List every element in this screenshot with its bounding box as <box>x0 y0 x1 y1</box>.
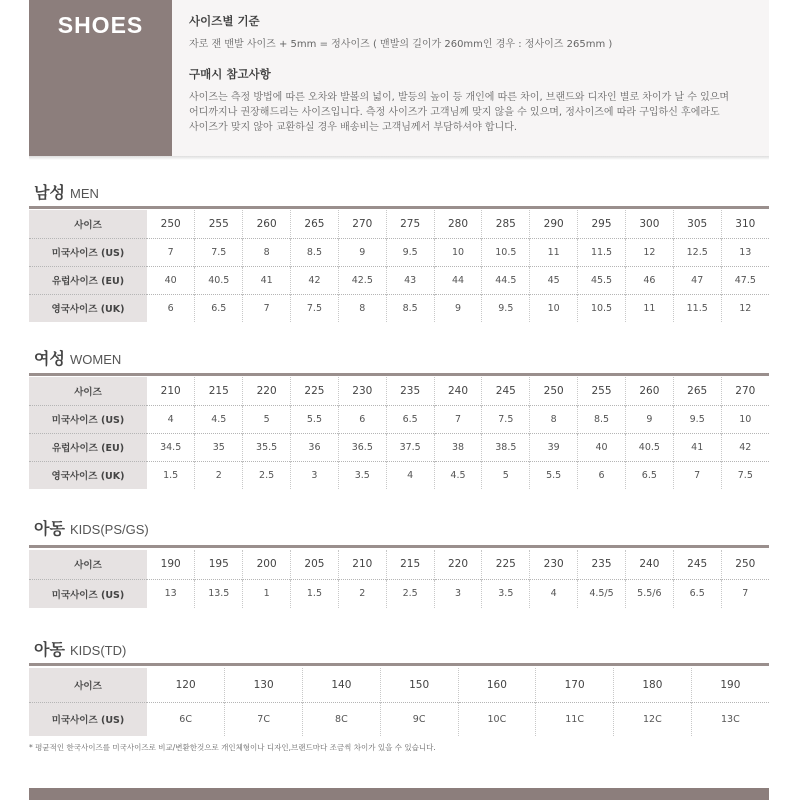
table-cell: 35 <box>195 433 243 461</box>
table-cell: 41 <box>243 266 291 294</box>
table-cell: 1.5 <box>291 579 339 608</box>
table-cell: 34.5 <box>147 433 195 461</box>
table-cell: 255 <box>195 210 243 238</box>
table-row <box>29 461 769 489</box>
table-cell: 245 <box>482 377 530 405</box>
table-cell: 5.5 <box>530 461 578 489</box>
notes-title: 구매시 참고사항 <box>189 67 271 81</box>
table-cell: 245 <box>673 550 721 579</box>
men-size-table <box>29 210 769 322</box>
table-cell: 2 <box>195 461 243 489</box>
table-cell: 9 <box>625 405 673 433</box>
row-label: 미국사이즈 (US) <box>29 238 147 266</box>
table-cell: 215 <box>195 377 243 405</box>
women-title-ko: 여성 <box>34 349 65 368</box>
table-cell: 230 <box>530 550 578 579</box>
women-size-table <box>29 377 769 489</box>
table-cell: 10C <box>458 702 536 736</box>
table-cell: 10.5 <box>578 294 626 322</box>
row-label: 미국사이즈 (US) <box>29 405 147 433</box>
table-cell: 12C <box>614 702 692 736</box>
table-cell: 9 <box>434 294 482 322</box>
table-cell: 11.5 <box>673 294 721 322</box>
table-cell: 130 <box>225 668 303 702</box>
table-cell: 160 <box>458 668 536 702</box>
table-cell: 180 <box>614 668 692 702</box>
table-cell: 2.5 <box>386 579 434 608</box>
table-cell: 285 <box>482 210 530 238</box>
table-cell: 6.5 <box>195 294 243 322</box>
table-cell: 7 <box>243 294 291 322</box>
row-label: 영국사이즈 (UK) <box>29 294 147 322</box>
table-cell: 230 <box>338 377 386 405</box>
row-label: 유럽사이즈 (EU) <box>29 433 147 461</box>
table-cell: 5.5/6 <box>625 579 673 608</box>
table-cell: 6.5 <box>625 461 673 489</box>
table-cell: 270 <box>721 377 769 405</box>
notes-line: 사이즈는 측정 방법에 따른 오차와 발볼의 넓이, 발등의 높이 등 개인에 따른 차이, 브랜드와 디자인 별로 차이가 날 수 있으며 <box>189 92 730 103</box>
table-cell: 37.5 <box>386 433 434 461</box>
table-cell: 265 <box>291 210 339 238</box>
table-cell: 305 <box>673 210 721 238</box>
table-cell: 225 <box>291 377 339 405</box>
table-cell: 10 <box>434 238 482 266</box>
table-cell: 7 <box>434 405 482 433</box>
table-cell: 4.5/5 <box>578 579 626 608</box>
row-label: 사이즈 <box>29 210 147 238</box>
table-cell: 7.5 <box>195 238 243 266</box>
table-cell: 40.5 <box>195 266 243 294</box>
bottom-bar <box>29 788 769 800</box>
table-cell: 6.5 <box>673 579 721 608</box>
kids-td-table-rule <box>29 663 769 666</box>
table-cell: 9 <box>338 238 386 266</box>
kids-td-title-ko: 아동 <box>34 640 65 659</box>
size-info-panel <box>172 0 769 156</box>
table-cell: 7 <box>721 579 769 608</box>
table-cell: 8.5 <box>386 294 434 322</box>
table-cell: 255 <box>578 377 626 405</box>
table-cell: 220 <box>243 377 291 405</box>
table-cell: 210 <box>160 384 181 397</box>
table-cell: 47 <box>673 266 721 294</box>
table-cell: 8.5 <box>291 238 339 266</box>
men-section-title <box>34 180 99 203</box>
table-cell: 40 <box>147 266 195 294</box>
row-label: 사이즈 <box>29 668 147 702</box>
table-cell: 41 <box>673 433 721 461</box>
table-cell: 44 <box>434 266 482 294</box>
notes-line: 어디까지나 권장해드리는 사이즈입니다. 측정 사이즈가 고객님께 맞지 않을 수 있으며, 정사이즈에 따라 구입하신 후에라도 <box>189 107 720 118</box>
table-cell: 40 <box>578 433 626 461</box>
table-cell: 260 <box>625 377 673 405</box>
table-row <box>29 433 769 461</box>
table-cell: 11C <box>536 702 614 736</box>
men-table-rule <box>29 206 769 209</box>
criteria-title: 사이즈별 기준 <box>189 14 260 28</box>
table-cell: 8C <box>303 702 381 736</box>
kids-td-section-title <box>34 637 126 660</box>
table-cell: 6 <box>147 294 195 322</box>
table-cell: 310 <box>721 210 769 238</box>
table-cell: 120 <box>175 678 196 691</box>
notes-line: 사이즈가 맞지 않아 교환하실 경우 배송비는 고객님께서 부담하셔야 합니다. <box>189 122 518 133</box>
table-cell: 235 <box>578 550 626 579</box>
table-cell: 7.5 <box>721 461 769 489</box>
women-section-title <box>34 346 121 369</box>
table-cell: 3 <box>291 461 339 489</box>
table-cell: 215 <box>386 550 434 579</box>
table-cell: 4 <box>147 405 195 433</box>
women-title-en: WOMEN <box>70 352 122 367</box>
table-cell: 150 <box>380 668 458 702</box>
men-title-en: MEN <box>70 186 99 201</box>
table-cell: 2 <box>338 579 386 608</box>
table-cell: 10.5 <box>482 238 530 266</box>
table-cell: 8 <box>338 294 386 322</box>
table-cell: 260 <box>243 210 291 238</box>
table-cell: 6 <box>338 405 386 433</box>
criteria-text: 자로 잰 맨발 사이즈 + 5mm = 정사이즈 ( 맨발의 길이가 260mm인 경우 : 정사이즈 265mm ) <box>189 39 613 50</box>
women-table-rule <box>29 373 769 376</box>
table-cell: 8.5 <box>578 405 626 433</box>
shoes-title: SHOES <box>57 12 144 38</box>
table-cell: 47.5 <box>721 266 769 294</box>
table-cell: 275 <box>386 210 434 238</box>
table-cell: 265 <box>673 377 721 405</box>
table-cell: 13.5 <box>195 579 243 608</box>
table-cell: 235 <box>386 377 434 405</box>
table-cell: 250 <box>530 377 578 405</box>
table-cell: 11.5 <box>578 238 626 266</box>
table-cell: 38 <box>434 433 482 461</box>
table-cell: 4 <box>386 461 434 489</box>
header-shadow <box>29 156 769 160</box>
table-cell: 270 <box>338 210 386 238</box>
table-cell: 35.5 <box>243 433 291 461</box>
table-cell: 9.5 <box>386 238 434 266</box>
kids-td-title-en: KIDS(TD) <box>70 643 127 658</box>
table-cell: 7.5 <box>482 405 530 433</box>
table-cell: 39 <box>530 433 578 461</box>
table-cell: 205 <box>291 550 339 579</box>
kids-psgs-table-rule <box>29 545 769 548</box>
table-cell: 12.5 <box>673 238 721 266</box>
table-cell: 10 <box>530 294 578 322</box>
footnote: * 평균적인 한국사이즈를 미국사이즈로 비교/변환한것으로 개인체형이나 디자인,브랜드마다 조금씩 차이가 있을 수 있습니다. <box>29 743 436 752</box>
kids-td-size-table <box>29 668 769 736</box>
table-cell: 195 <box>195 550 243 579</box>
row-label: 영국사이즈 (UK) <box>29 461 147 489</box>
table-row <box>29 668 769 702</box>
table-cell: 7.5 <box>291 294 339 322</box>
table-cell: 46 <box>625 266 673 294</box>
table-cell: 1.5 <box>147 461 195 489</box>
table-row <box>29 550 769 579</box>
row-label: 사이즈 <box>29 550 147 579</box>
kids-psgs-size-table <box>29 550 769 608</box>
table-cell: 190 <box>691 668 769 702</box>
shoes-label-box <box>29 0 172 156</box>
table-cell: 4.5 <box>195 405 243 433</box>
table-cell: 1 <box>243 579 291 608</box>
table-cell: 40.5 <box>625 433 673 461</box>
kids-psgs-section-title <box>34 516 149 539</box>
table-cell: 3.5 <box>482 579 530 608</box>
kids-psgs-title-en: KIDS(PS/GS) <box>70 522 149 537</box>
table-cell: 36 <box>291 433 339 461</box>
table-cell: 5 <box>243 405 291 433</box>
table-cell: 3.5 <box>338 461 386 489</box>
table-cell: 3 <box>434 579 482 608</box>
table-cell: 11 <box>625 294 673 322</box>
table-cell: 8 <box>530 405 578 433</box>
table-row <box>29 702 769 736</box>
table-cell: 240 <box>434 377 482 405</box>
table-cell: 220 <box>434 550 482 579</box>
men-title-ko: 남성 <box>34 183 65 202</box>
table-cell: 6.5 <box>386 405 434 433</box>
table-cell: 4 <box>530 579 578 608</box>
table-cell: 38.5 <box>482 433 530 461</box>
table-cell: 225 <box>482 550 530 579</box>
row-label: 유럽사이즈 (EU) <box>29 266 147 294</box>
table-cell: 4.5 <box>434 461 482 489</box>
table-cell: 12 <box>721 294 769 322</box>
table-cell: 9.5 <box>673 405 721 433</box>
table-cell: 290 <box>530 210 578 238</box>
table-cell: 6C <box>147 702 225 736</box>
table-cell: 250 <box>160 217 181 230</box>
table-cell: 42 <box>721 433 769 461</box>
table-cell: 250 <box>721 550 769 579</box>
table-cell: 44.5 <box>482 266 530 294</box>
table-cell: 300 <box>625 210 673 238</box>
table-cell: 140 <box>303 668 381 702</box>
table-cell: 8 <box>243 238 291 266</box>
table-cell: 43 <box>386 266 434 294</box>
table-cell: 9C <box>380 702 458 736</box>
size-guide-header <box>29 0 769 156</box>
table-cell: 36.5 <box>338 433 386 461</box>
table-cell: 13 <box>721 238 769 266</box>
table-row <box>29 294 769 322</box>
table-cell: 280 <box>434 210 482 238</box>
table-cell: 295 <box>578 210 626 238</box>
table-cell: 9.5 <box>482 294 530 322</box>
table-cell: 13 <box>147 579 195 608</box>
table-cell: 240 <box>625 550 673 579</box>
table-cell: 45 <box>530 266 578 294</box>
table-cell: 7 <box>673 461 721 489</box>
table-cell: 190 <box>160 558 181 571</box>
kids-psgs-title-ko: 아동 <box>34 519 65 538</box>
table-row <box>29 210 769 238</box>
table-cell: 210 <box>338 550 386 579</box>
table-row <box>29 405 769 433</box>
table-cell: 7C <box>225 702 303 736</box>
table-cell: 42.5 <box>338 266 386 294</box>
row-label: 미국사이즈 (US) <box>29 702 147 736</box>
table-cell: 170 <box>536 668 614 702</box>
table-row <box>29 579 769 608</box>
table-row <box>29 377 769 405</box>
table-cell: 200 <box>243 550 291 579</box>
table-cell: 11 <box>530 238 578 266</box>
table-cell: 5.5 <box>291 405 339 433</box>
table-row <box>29 266 769 294</box>
table-cell: 5 <box>482 461 530 489</box>
table-cell: 2.5 <box>243 461 291 489</box>
table-cell: 6 <box>578 461 626 489</box>
row-label: 미국사이즈 (US) <box>29 579 147 608</box>
table-cell: 12 <box>625 238 673 266</box>
table-cell: 45.5 <box>578 266 626 294</box>
table-cell: 42 <box>291 266 339 294</box>
table-cell: 7 <box>147 238 195 266</box>
table-cell: 10 <box>721 405 769 433</box>
row-label: 사이즈 <box>29 377 147 405</box>
table-row <box>29 238 769 266</box>
table-cell: 13C <box>691 702 769 736</box>
